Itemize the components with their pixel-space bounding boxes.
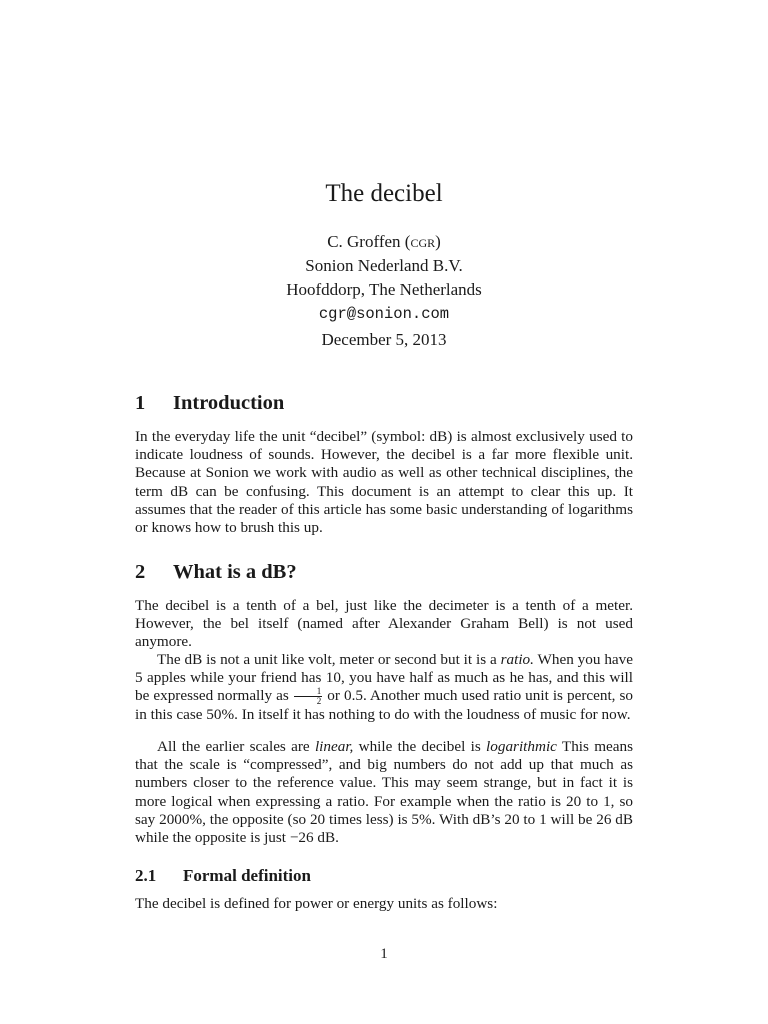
what-is-db-paragraph-1: The decibel is a tenth of a bel, just like the decimeter is a tenth of a meter. However, the bel itself (named after Alexander Graham Bell) is not used anymore. bbox=[135, 597, 633, 651]
section-title: Introduction bbox=[173, 392, 285, 414]
section-heading-introduction bbox=[135, 392, 284, 415]
section-heading-what-is-db bbox=[135, 561, 297, 584]
subsection-heading-formal-definition bbox=[135, 866, 311, 886]
author-block bbox=[0, 230, 768, 326]
document-date: December 5, 2013 bbox=[321, 330, 447, 349]
subsection-number: 2.1 bbox=[135, 866, 157, 885]
section-title: What is a dB? bbox=[173, 561, 297, 583]
introduction-paragraph: In the everyday life the unit “decibel” (symbol: dB) is almost exclusively used to indicate loudness of sounds. However, the decibel is a far more flexible unit. Because at Sonion we work with audio as well as other technical disciplines, the term dB can be confusing. This document is an attempt to clear this up. It assumes that the reader of this article has some basic understanding of logarithms or knows how to brush this up. bbox=[135, 428, 633, 537]
what-is-db-paragraph-2: The dB is not a unit like volt, meter or second but it is a ratio. When you have 5 apples while your friend has 10, you have half as much as he has, and this will be expressed normally as $\frac{1}{2}$ or 0.5. Another much used ratio unit is percent, so in this case 50%. In itself it has nothing to do with the loudness of music for now. bbox=[135, 651, 633, 724]
author-company: Sonion Nederland B.V. bbox=[305, 256, 463, 275]
author-name: C. Groffen bbox=[327, 232, 401, 251]
page-number: 1 bbox=[380, 946, 388, 962]
author-location: Hoofddorp, The Netherlands bbox=[286, 280, 482, 299]
what-is-db-paragraph-3: All the earlier scales are linear, while the decibel is logarithmic This means that the scale is “compressed”, and big numbers do not add up that much as numbers closer to the reference value. This may seem strange, but in fact it is more logical when expressing a ratio. For example when the ratio is 20 to 1, so say 2000%, the opposite (so 20 times less) is 5%. With dB’s 20 to 1 will be 26 dB while the opposite is just −26 dB. bbox=[135, 738, 633, 847]
formal-definition-paragraph: The decibel is defined for power or energy units as follows: bbox=[135, 895, 498, 912]
author-line: C. Groffen (cgr) bbox=[327, 232, 441, 251]
document-title: The decibel bbox=[325, 180, 443, 207]
section-number: 2 bbox=[135, 561, 146, 583]
author-email: cgr@sonion.com bbox=[318, 305, 450, 323]
author-initials: cgr bbox=[410, 232, 436, 251]
fraction-one-half: $\frac{1}{2}$ bbox=[294, 687, 323, 706]
subsection-title: Formal definition bbox=[183, 866, 311, 885]
section-number: 1 bbox=[135, 392, 146, 414]
